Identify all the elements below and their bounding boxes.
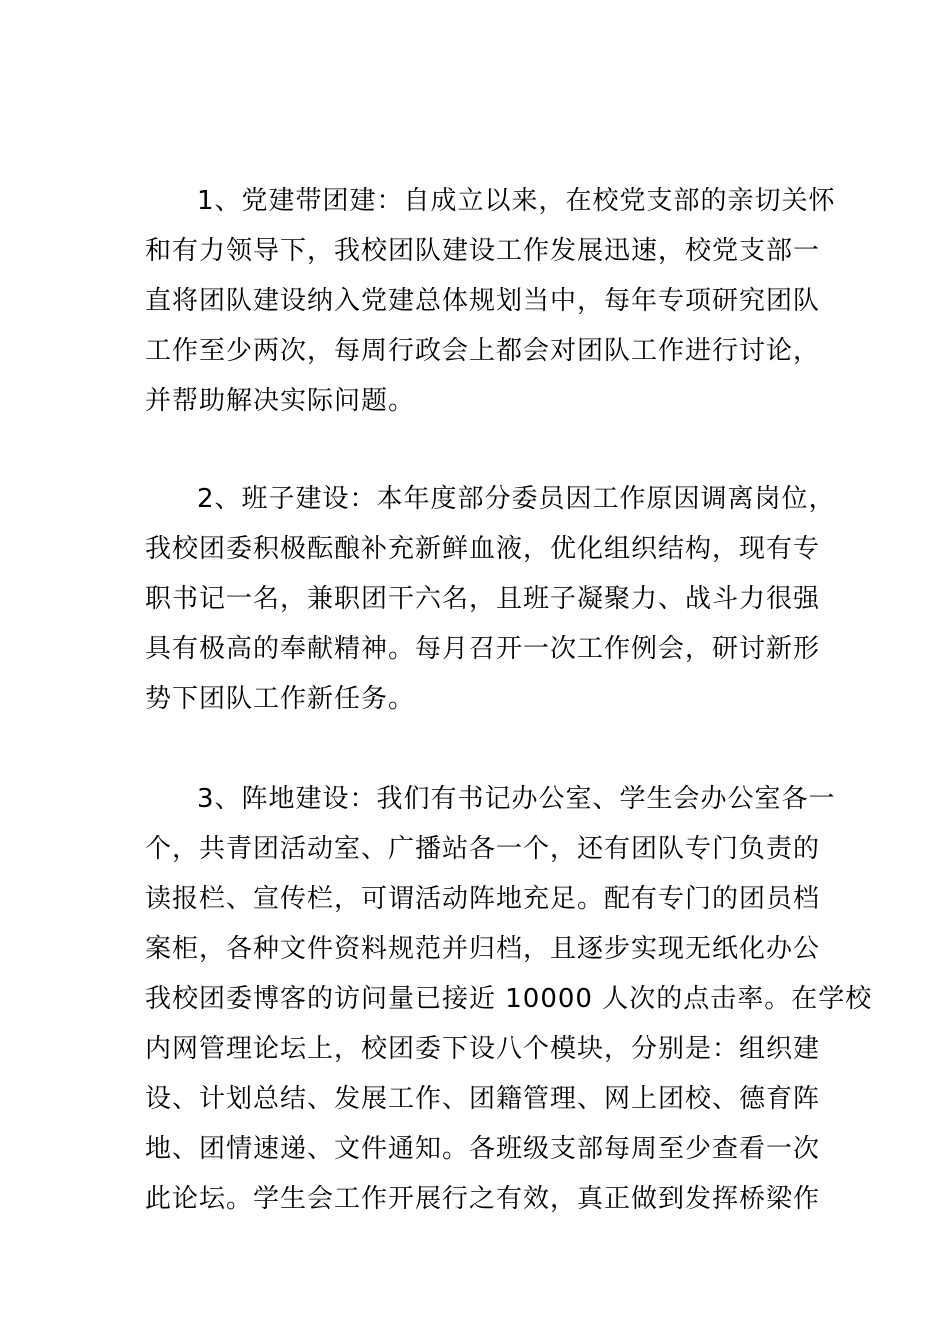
text-line: 案柜，各种文件资料规范并归档，且逐步实现无纸化办公: [145, 934, 821, 964]
text-line: 工作至少两次，每周行政会上都会对团队工作进行讨论，: [145, 336, 821, 366]
text-line: 我校团委积极酝酿补充新鲜血液，优化组织结构，现有专: [145, 534, 821, 564]
text-line: 势下团队工作新任务。: [145, 684, 416, 714]
text-line: 2、班子建设：本年度部分委员因工作原因调离岗位，: [197, 484, 836, 514]
text-line: 设、计划总结、发展工作、团籍管理、网上团校、德育阵: [145, 1084, 821, 1114]
text-line: 3、阵地建设：我们有书记办公室、学生会办公室各一: [197, 784, 836, 814]
text-line: 和有力领导下，我校团队建设工作发展迅速，校党支部一: [145, 236, 821, 266]
text-line: 读报栏、宣传栏，可谓活动阵地充足。配有专门的团员档: [145, 884, 821, 914]
text-line: 并帮助解决实际问题。: [145, 386, 416, 416]
text-line: 直将团队建设纳入党建总体规划当中，每年专项研究团队: [145, 286, 821, 316]
text-line: 内网管理论坛上，校团委下设八个模块，分别是：组织建: [145, 1034, 821, 1064]
text-line: 职书记一名，兼职团干六名，且班子凝聚力、战斗力很强: [145, 584, 821, 614]
text-line: 1、党建带团建：自成立以来，在校党支部的亲切关怀: [197, 186, 836, 216]
text-line: 地、团情速递、文件通知。各班级支部每周至少查看一次: [145, 1134, 821, 1164]
paragraph-venue-building: [145, 774, 873, 1224]
paragraph-team-building: [145, 474, 836, 724]
text-line: 具有极高的奉献精神。每月召开一次工作例会，研讨新形: [145, 634, 821, 664]
text-line: 我校团委博客的访问量已接近 10000 人次的点击率。在学校: [145, 984, 873, 1014]
text-line: 个，共青团活动室、广播站各一个，还有团队专门负责的: [145, 834, 821, 864]
text-line: 此论坛。学生会工作开展行之有效，真正做到发挥桥梁作: [145, 1184, 821, 1214]
paragraph-party-building: [145, 176, 836, 426]
